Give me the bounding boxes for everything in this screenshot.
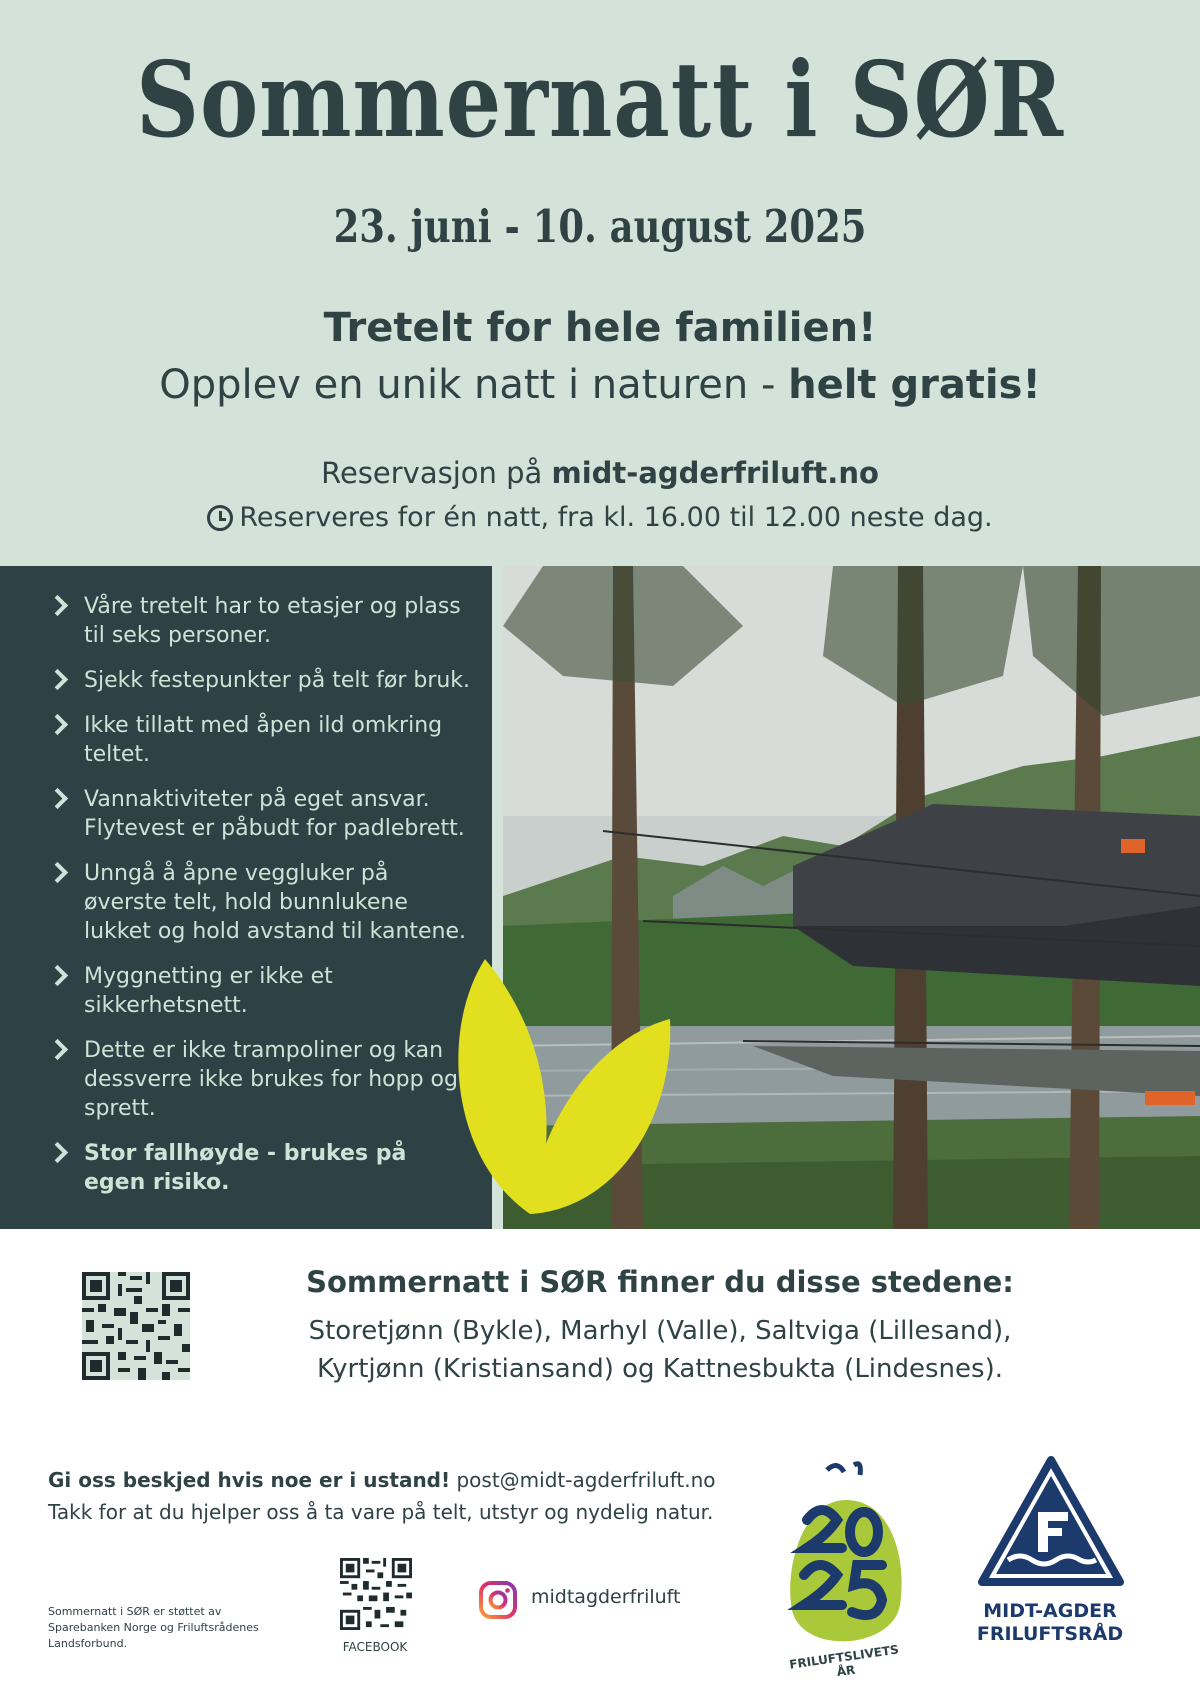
rule-text: Ikke tillatt med åpen ild omkring teltet. [84,713,443,767]
reservation-prefix: Reservasjon på [321,456,552,490]
reservation-hours [0,502,1200,533]
chevron-right-icon [47,862,68,883]
date-range: 23. juni - 10. august 2025 [333,200,867,253]
qr-code-reservation[interactable] [82,1272,190,1380]
chevron-right-icon [47,788,68,809]
qr-code-facebook[interactable] [340,1558,412,1630]
clock-icon [207,505,233,531]
rule-text: Sjekk festepunkter på telt før bruk. [84,668,471,693]
footer-notice [48,1464,716,1528]
notice-bold: Gi oss beskjed hvis noe er i ustand! [48,1468,451,1492]
notice-email[interactable]: post@midt-agderfriluft.no [450,1468,716,1492]
rule-text: Vannaktiviteter på eget ansvar. Flytevest er påbudt for padlebrett. [84,787,465,841]
page-title: Sommernatt i SØR [136,38,1064,161]
locations-list [210,1312,1110,1388]
friluftslivets-ar-text: FRILUFTSLIVETS ÅR [788,1642,900,1680]
tagline-line1: Tretelt for hele familien! [323,305,877,351]
locations-line1: Storetjønn (Bykle), Marhyl (Valle), Saltviga (Lillesand), [308,1316,1012,1346]
fr-text-line1: MIDT-AGDER [983,1600,1117,1622]
instagram-handle[interactable]: midtagderfriluft [531,1586,681,1608]
rules-panel [0,566,492,1229]
locations-line2: Kyrtjønn (Kristiansand) og Kattnesbukta (Lindesnes). [317,1354,1003,1384]
rule-text: Myggnetting er ikke et sikkerhetsnett. [84,964,333,1018]
rule-text: Dette er ikke trampoliner og kan dessverre ikke brukes for hopp og sprett. [84,1038,458,1121]
tagline-line2-bold: helt gratis! [788,362,1041,408]
instagram-icon[interactable] [478,1580,518,1620]
rule-item [50,859,472,946]
info-section [0,566,1200,1229]
tagline-line2-plain: Opplev en unik natt i naturen - [159,362,789,408]
midt-agder-friluftsrad-text [955,1600,1145,1646]
rule-item [50,666,472,695]
midt-agder-friluftsrad-logo [978,1456,1124,1588]
rule-text: Unngå å åpne veggluker på øverste telt, hold bunnlukene lukket og hold avstand til kantene. [84,861,467,944]
rule-item-warning [50,1139,472,1197]
leaf-decoration [455,959,685,1229]
chevron-right-icon [47,1142,68,1163]
locations-title: Sommernatt i SØR finner du disse stedene: [306,1265,1014,1299]
rule-text: Stor fallhøyde - brukes på egen risiko. [84,1141,407,1195]
chevron-right-icon [47,669,68,690]
chevron-right-icon [47,595,68,616]
rule-item [50,711,472,769]
reservation-line [0,456,1200,490]
chevron-right-icon [47,965,68,986]
rules-list [0,566,492,1197]
rule-item [50,592,472,650]
rule-item [50,785,472,843]
reservation-hours-text: Reserveres for én natt, fra kl. 16.00 til 12.00 neste dag. [239,502,993,533]
rule-item [50,1036,472,1123]
tagline-line2 [0,362,1200,408]
rule-item [50,962,472,1020]
chevron-right-icon [47,714,68,735]
facebook-label: FACEBOOK [342,1640,408,1654]
sponsor-text: Sommernatt i SØR er støttet av Sparebanken Norge og Friluftsrådenes Landsforbund. [48,1605,259,1650]
chevron-right-icon [47,1039,68,1060]
rule-text: Våre tretelt har to etasjer og plass til seks personer. [84,594,461,648]
notice-thanks: Takk for at du hjelper oss å ta vare på telt, utstyr og nydelig natur. [48,1500,714,1524]
friluftslivets-ar-logo [782,1460,910,1660]
reservation-link[interactable]: midt-agderfriluft.no [551,456,879,490]
fr-text-line2: FRILUFTSRÅD [976,1623,1124,1645]
